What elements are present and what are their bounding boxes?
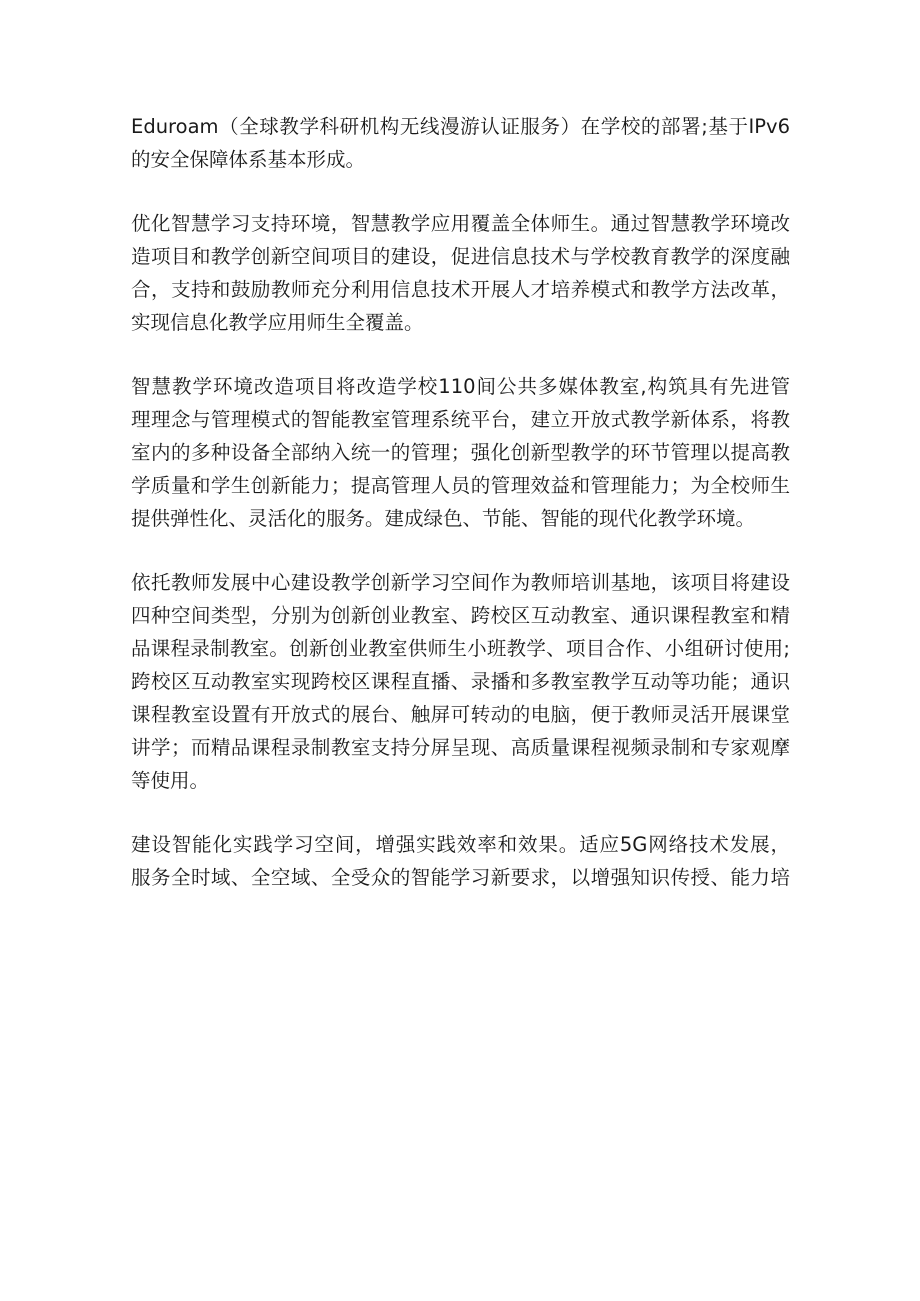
text-line: 合，支持和鼓励教师充分利用信息技术开展人才培养模式和教学方法改革，: [131, 278, 790, 301]
text-line: 优化智慧学习支持环境，智慧教学应用覆盖全体师生。通过智慧教学环境改: [131, 212, 790, 235]
text-line: 品课程录制教室。创新创业教室供师生小班教学、项目合作、小组研讨使用;: [131, 637, 790, 660]
text-line: Eduroam（全球教学科研机构无线漫游认证服务）在学校的部署;基于IPv6: [131, 115, 790, 138]
text-line: 四种空间类型，分别为创新创业教室、跨校区互动教室、通识课程教室和精: [131, 604, 790, 627]
paragraph-practice-space: [131, 828, 790, 894]
paragraph-innovation-space: [131, 566, 790, 797]
text-line: 智慧教学环境改造项目将改造学校110间公共多媒体教室,构筑具有先进管: [131, 375, 790, 398]
text-line: 室内的多种设备全部纳入统一的管理；强化创新型教学的环节管理以提高教: [131, 441, 790, 464]
text-line: 建设智能化实践学习空间，增强实践效率和效果。适应5G网络技术发展，: [131, 833, 790, 856]
text-line: 实现信息化教学应用师生全覆盖。: [131, 311, 424, 334]
paragraph-smart-learning: [131, 207, 790, 339]
text-line: 依托教师发展中心建设教学创新学习空间作为教师培训基地，该项目将建设: [131, 571, 790, 594]
text-line: 造项目和教学创新空间项目的建设，促进信息技术与学校教育教学的深度融: [131, 245, 790, 268]
text-line: 课程教室设置有开放式的展台、触屏可转动的电脑，便于教师灵活开展课堂: [131, 703, 790, 726]
text-line: 跨校区互动教室实现跨校区课程直播、录播和多教室教学互动等功能；通识: [131, 670, 790, 693]
text-line: 等使用。: [131, 769, 210, 792]
text-line: 的安全保障体系基本形成。: [131, 148, 366, 171]
text-line: 提供弹性化、灵活化的服务。建成绿色、节能、智能的现代化教学环境。: [131, 507, 756, 530]
text-line: 学质量和学生创新能力；提高管理人员的管理效益和管理能力；为全校师生: [131, 474, 790, 497]
paragraph-classroom-renovation: [131, 370, 790, 535]
paragraph-eduroam: [131, 110, 790, 176]
text-line: 理理念与管理模式的智能教室管理系统平台，建立开放式教学新体系，将教: [131, 408, 790, 431]
text-line: 讲学；而精品课程录制教室支持分屏呈现、高质量课程视频录制和专家观摩: [131, 736, 790, 759]
text-line: 服务全时域、全空域、全受众的智能学习新要求，以增强知识传授、能力培: [131, 866, 790, 889]
